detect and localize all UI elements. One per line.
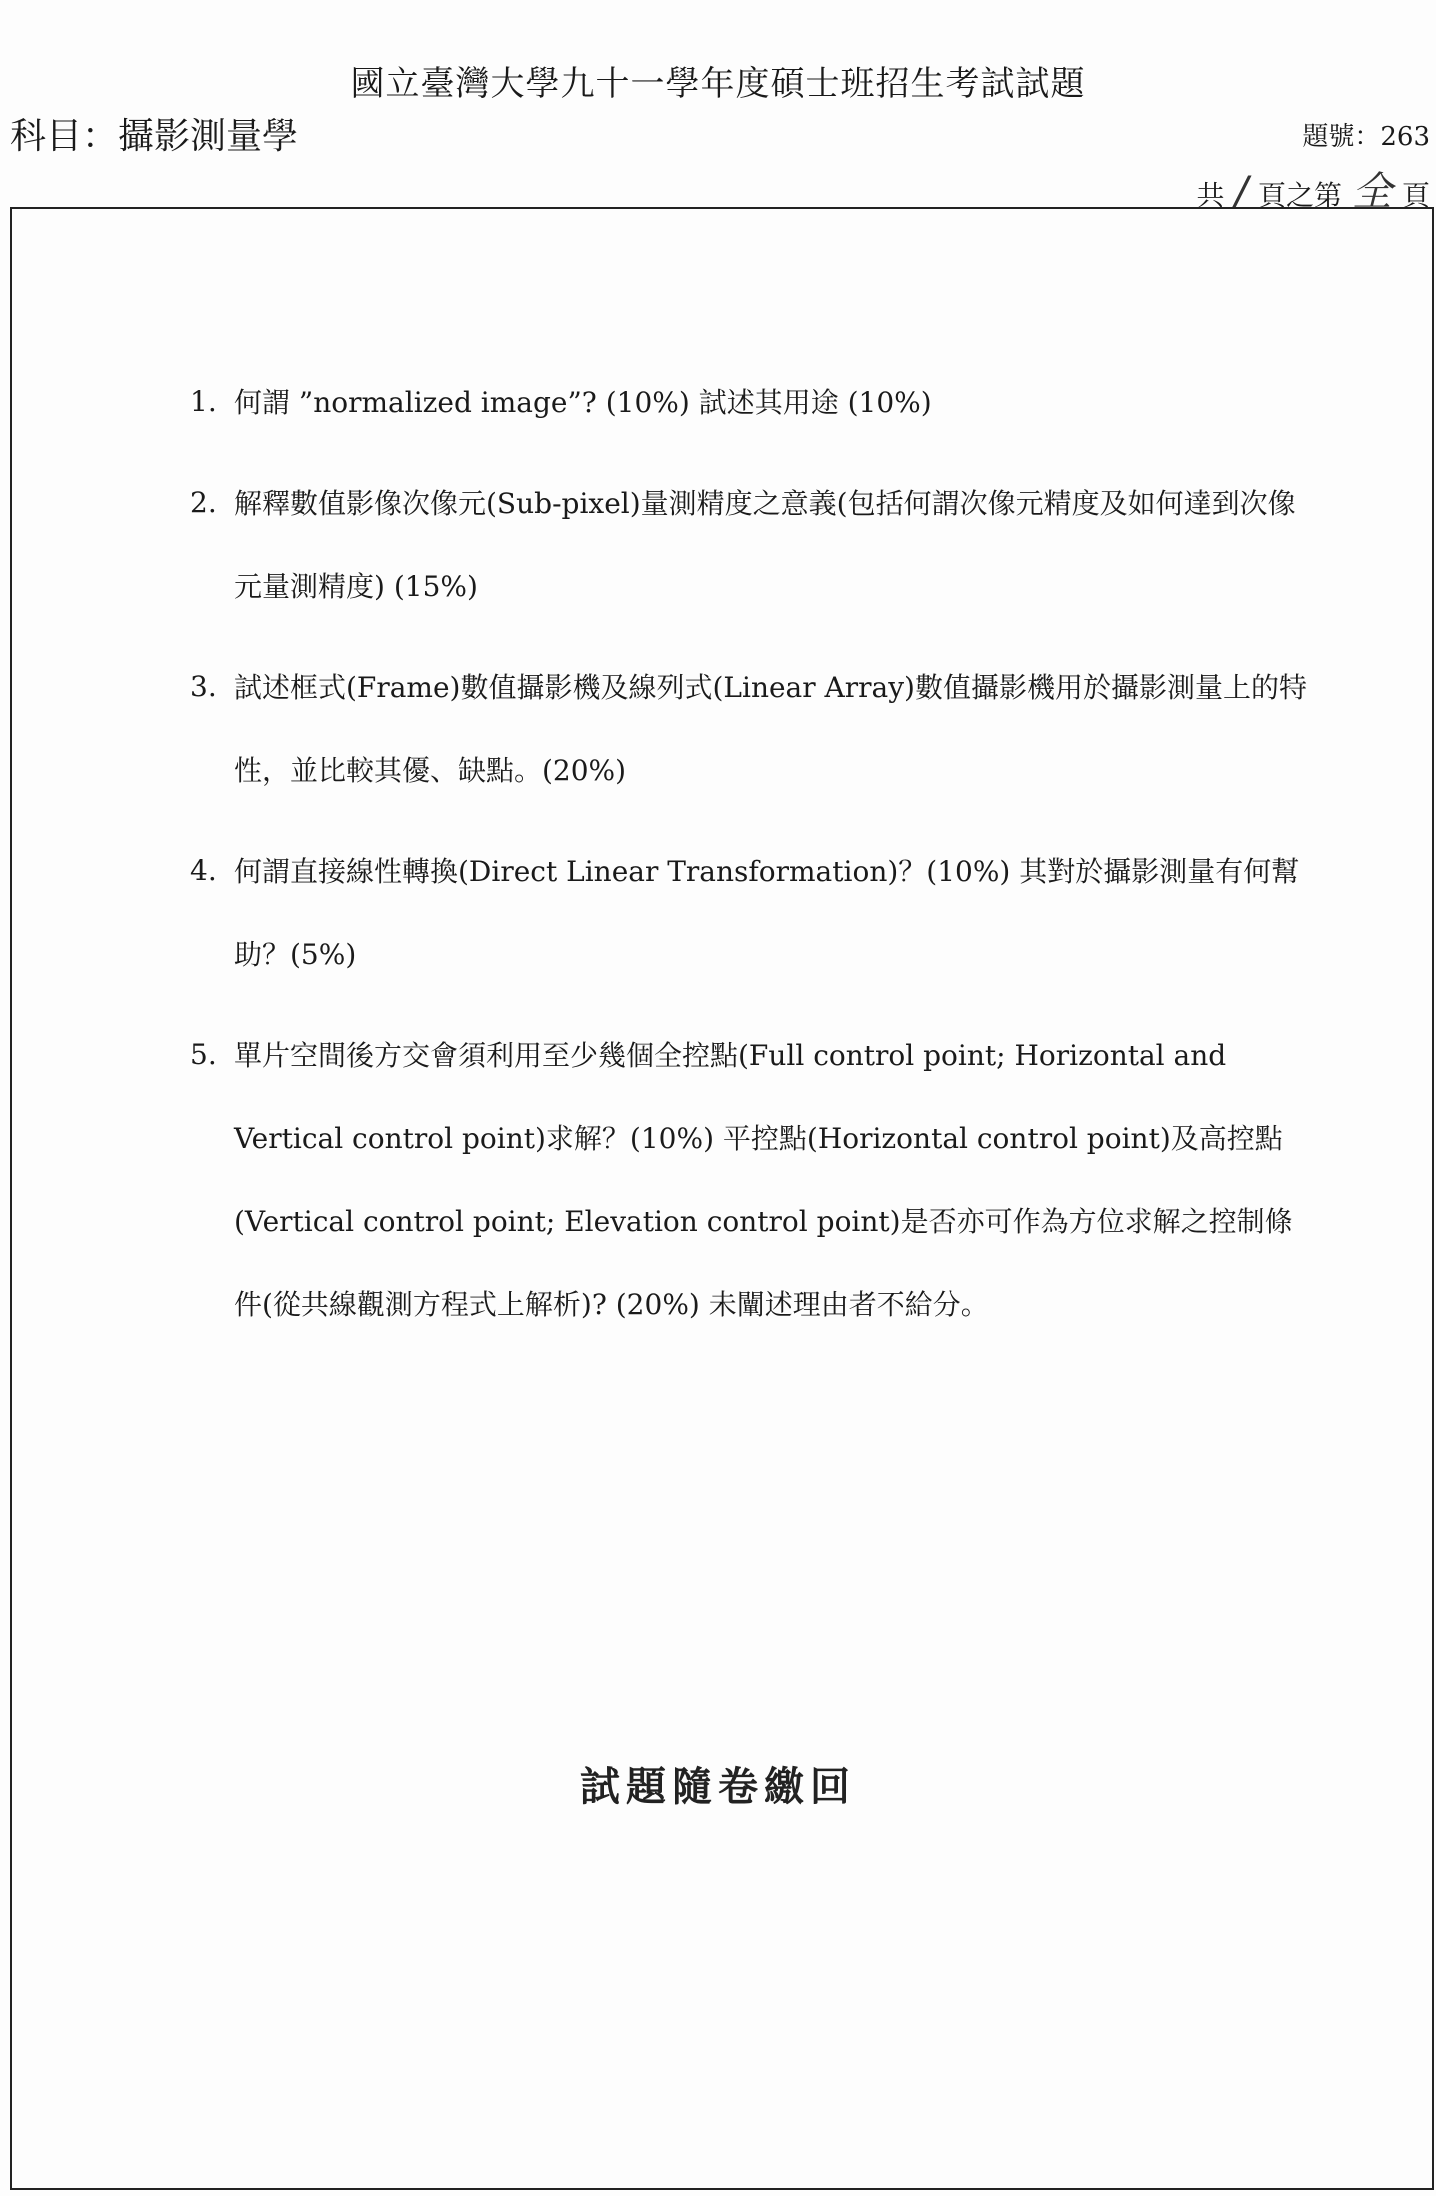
question-list xyxy=(190,385,1310,1388)
question-text: 何謂直接線性轉換(Direct Linear Transformation)？(10%) 其對於攝影測量有何幫助？(5%) xyxy=(234,855,1300,971)
pages-suffix: 頁 xyxy=(1401,179,1430,212)
return-paper-stamp: 試題隨卷繳回 xyxy=(580,1763,856,1810)
question-5 xyxy=(190,1038,1310,1346)
question-number: 1. xyxy=(190,385,217,418)
exam-title: 國立臺灣大學九十一學年度碩士班招生考試試題 xyxy=(350,64,1086,104)
question-text: 試述框式(Frame)數值攝影機及線列式(Linear Array)數值攝影機用於攝影測量上的特性，並比較其優、缺點。(20%) xyxy=(234,671,1307,787)
question-text: 解釋數值影像次像元(Sub-pixel)量測精度之意義(包括何謂次像元精度及如何達到次像元量測精度) (15%) xyxy=(234,487,1296,603)
question-number: 3. xyxy=(190,670,217,703)
pages-total-handwritten: / xyxy=(1234,169,1248,215)
question-text: 何謂 ”normalized image”? (10%) 試述其用途 (10%) xyxy=(234,386,932,419)
question-2 xyxy=(190,486,1310,628)
question-number: 5. xyxy=(190,1038,217,1071)
pages-current-handwritten: 全 xyxy=(1351,169,1392,215)
question-3 xyxy=(190,670,1310,812)
pages-mid: 頁之第 xyxy=(1257,179,1342,212)
question-code: 題號：263 xyxy=(1302,122,1430,152)
pages-prefix: 共 xyxy=(1196,179,1225,212)
subject-label: 科目：攝影測量學 xyxy=(10,116,299,157)
question-number: 2. xyxy=(190,486,217,519)
question-1 xyxy=(190,385,1310,444)
question-text: 單片空間後方交會須利用至少幾個全控點(Full control point; Horizontal and Vertical control point)求解？(10%) 平控點(Horizontal control point)及高控點(Vertical control point; Elevation control point)是否亦可作為方位求解之控制條件(從共線觀測方程式上解析)? (20%) 未闡述理由者不給分。 xyxy=(234,1039,1293,1321)
question-number: 4. xyxy=(190,854,217,887)
question-4 xyxy=(190,854,1310,996)
